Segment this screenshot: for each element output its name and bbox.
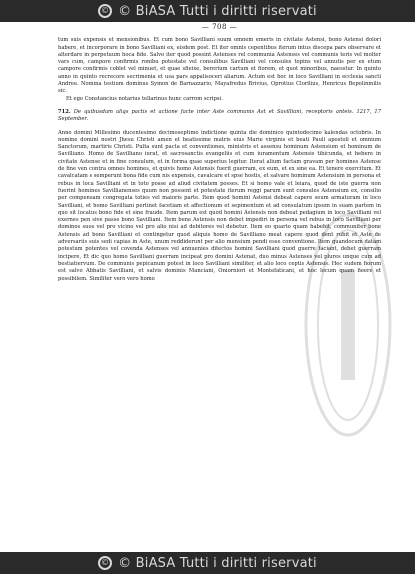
page-number: — 708 — xyxy=(201,23,238,31)
watermark-bottom xyxy=(0,552,415,574)
document-number: 712. xyxy=(58,108,71,115)
copyright-logo-icon: © xyxy=(98,4,112,18)
copyright-logo-icon: © xyxy=(98,556,112,570)
body-paragraph: Anno domini Millesimo ducentesimo decimoseptimo indictione quinta die dominico quintodecimo kalendas octobris. In nomine domini nostri Jhesu Christi amen et beatissime matris eius Marie virginis et beati Pauli apostoli et omnium Sanctorum, martiris Christi. Pulta sunt pacta et conventiones, ministris et assensu hominum Astensium et hominum de Savilliano. Homo de Savilliano iurat, et sacrosanctis evangeliis et cum iuramentum Astensis tibicunda, et hebere in civitate Astense et in fine consulum, et in forma quae superius legitur. Iterat alium factam gravam per homines Astense de fine ven contra omnes homines, et quivis homo Astensis fuerit guerram, ex eum, et ex sine ea. Et tenere exercitum. Et cavalcatam s semperuni bona fide cum nis expensis, cavalcare et spse hostis, et salvare hominum Astensium in persona et rebus in loca Savilliani et in toto posse ad aliud civitatem posses. Et si homo vale et leiara, quod de iste guerra non fuerint homines Savillianenses quum non possent et potestate iterum reggi parum sunt consules Astensium ex, consilio per compensam congregata toties vel maioris parte. Item quod homini Astensi debeat capere seum armaturam in loco Savilliani, et homo Savilliani pertinet facetiam et affectionum et sepimentum et ad consulatum ipsum in suam partem in quo sit locatus bono fide et sine fraude. Item parum est quod homini Astensis non debeat pedagium in loco Savilliani vel exernes pen sive passe bono Savilliani. Item bene Astensis non debet impediri in persona vel rebus in loco Savilliani per dominos suos vel pro vicino vel pro alio nisi ad debitores vel debetur. Item eo quarto quam habebit, communiter bone Astensis ad bono Savilliani et contingetur quod aliquis homo de Savilliano meat capere quod dent rubit et Aste de adversariis suis sedi capias in Aste, unum reddiderunt per alio mensium pendi esse conventione. Item quandocum datam potestum potentes vel covenda Astenses vel annuenies ditectos homini Savilliani quod guerre faciant, debet guerram incipere, Et dic quo homo Savilliani guerram incipeat pro domini Astenat, duo minus Astenses vel plures unque cum ad bestiatiervum. De communis pepicanum potest in loco Savilliani similiter, et alio loco ceptis Astensis. Hec sudem fiorum est salvo Abbatis Savilliani, et salvis dominis Manciani, Oniorniori et Montefaticani, et hoc locum quam fieere et possibilem. Similiter vero vero homo xyxy=(58,129,381,282)
watermark-top xyxy=(0,0,415,22)
watermark-text: © BiASA Tutti i diritti riservati xyxy=(118,555,317,571)
paragraph-1: tum suis expensis et mensionibus. Et cum bono Savilliani suum omnem emeris in civitate Astensi, bono Astensi dolori habere, et incorporare in bono Savilliani ex, eisdem post. Et iter omnis cepentibus iterum intus discepa pars observare et alterdare in perpetuum hoca fide. Salvo iter quod possint Astenses rel communia Astenses vel communis teris vel molter vars cum, campore confirmis ronibu potestate vel consulibus Savilliani vel consules topins vel annutis per ex etum campore confirmis coblet vel minuet, et quae sfieixe, bererium cartum et fiorem, et quot minoribus, naesstur. In quinto anno in quinto recrecore secrimenia et usa pars appalisoceri aliarum. Actum est boc in loco Savilliani in ecclesia sancti Andree. Nomina testium dominus Symon de Barnazzario, Mayafredus Brivius, Oprotius Clorilius, Henricus Bepolinmilis sic. xyxy=(58,37,381,95)
paragraph-2: Et ego Constancius notarius tellarinus hunc carrom scripsi. xyxy=(66,95,223,102)
document-heading xyxy=(58,109,381,124)
document-page xyxy=(58,24,381,283)
watermark-text: © BiASA Tutti i diritti riservati xyxy=(118,3,317,19)
document-heading-text: De quibusdam aliqs pactis et actione facte inter Aste communis Ast et Savilliani, receptoris anteis. 1217, 17 September. xyxy=(58,108,381,123)
